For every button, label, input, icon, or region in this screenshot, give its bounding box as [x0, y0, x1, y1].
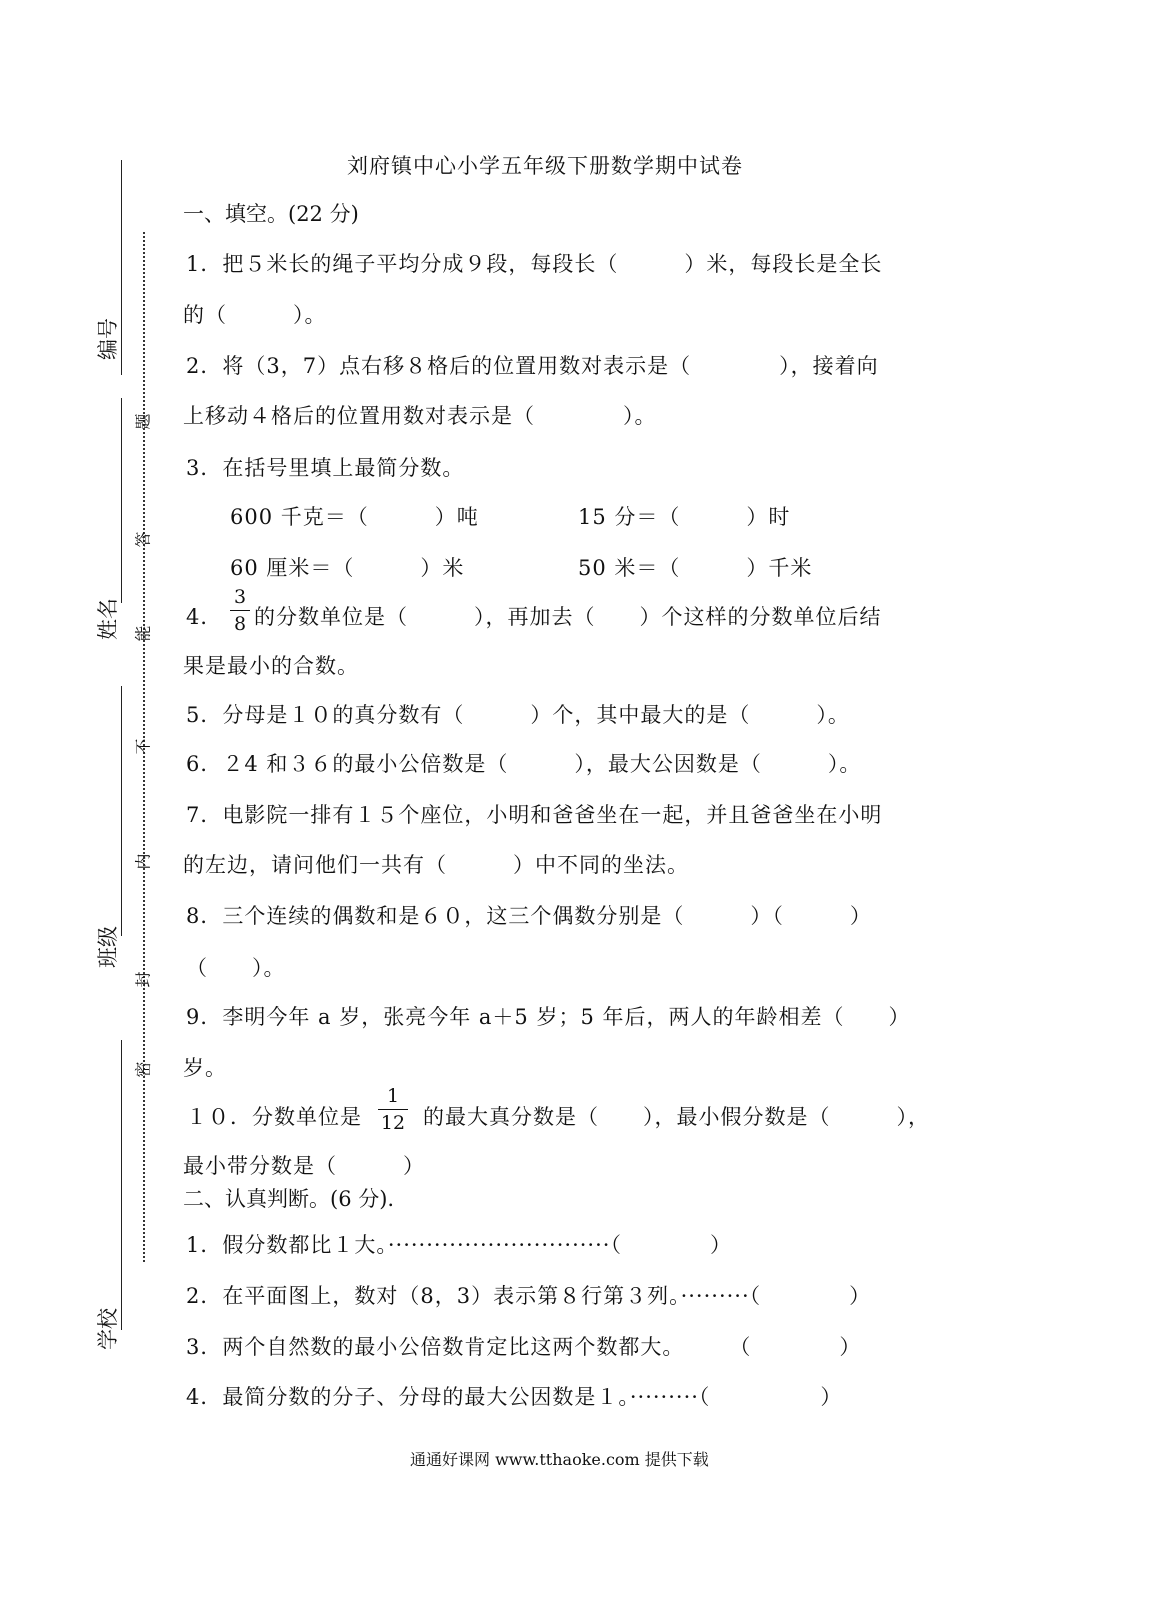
q10-fraction-numerator: 1 [386, 1085, 400, 1107]
section-heading-judge: 二、认真判断。(6 分). [183, 1187, 395, 1211]
judge-item-2: 2．在平面图上，数对（8，3）表示第８行第３列。·········（ ） [186, 1284, 872, 1308]
q4-fraction-numerator: 3 [233, 586, 247, 608]
q8-line-1: 8．三个连续的偶数和是６０，这三个偶数分别是（ ）（ ） [186, 904, 872, 928]
q3-item-4: 50 米＝（ ）千米 [578, 556, 813, 580]
q9-line-1: 9．李明今年 a 岁，张亮今年 a＋5 岁；5 年后，两人的年龄相差（ ） [186, 1005, 911, 1029]
page-title: 刘府镇中心小学五年级下册数学期中试卷 [347, 154, 743, 178]
q3-item-3: 60 厘米＝（ ）米 [230, 556, 465, 580]
q2-line-2: 上移动４格后的位置用数对表示是（ ）。 [183, 404, 657, 428]
seal-char-mi: 密 [133, 1061, 153, 1078]
seal-char-bu: 不 [133, 738, 153, 755]
q4-number: 4． [186, 605, 223, 629]
q4-line-1: 的分数单位是（ ），再加去（ ）个这样的分数单位后结 [254, 605, 882, 629]
q6-line: 6．２4 和３６的最小公倍数是（ ），最大公因数是（ ）。 [186, 752, 862, 776]
side-label-number: 编号 [96, 318, 120, 360]
q7-line-2: 的左边，请问他们一共有（ ）中不同的坐法。 [183, 853, 689, 877]
fraction-bar [230, 610, 250, 611]
q4-fraction [230, 585, 250, 636]
judge-item-4: 4．最简分数的分子、分母的最大公因数是１。·········（ ） [186, 1385, 843, 1409]
seal-char-neng: 能 [133, 625, 153, 642]
footer-credit: 通通好课网 www.tthaoke.com 提供下载 [410, 1450, 709, 1469]
q9-line-2: 岁。 [183, 1056, 227, 1080]
binding-line-4 [121, 1040, 122, 1330]
q10-line-2: 最小带分数是（ ） [183, 1154, 425, 1178]
q4-line-2: 果是最小的合数。 [183, 654, 359, 678]
seal-char-feng: 封 [133, 971, 153, 988]
binding-line-3 [121, 686, 122, 936]
q4-fraction-denominator: 8 [233, 613, 247, 635]
seal-char-nei: 内 [133, 853, 153, 870]
section-heading-fill: 一、填空。(22 分) [183, 202, 359, 226]
side-label-class: 班级 [96, 926, 120, 968]
q1-line-2: 的（ ）。 [183, 303, 327, 327]
seal-char-da: 答 [133, 531, 153, 548]
q2-line-1: 2．将（3，7）点右移８格后的位置用数对表示是（ ），接着向 [186, 354, 879, 378]
q5-line: 5．分母是１０的真分数有（ ）个，其中最大的是（ ）。 [186, 703, 850, 727]
q1-line-1: 1．把５米长的绳子平均分成９段，每段长（ ）米，每段长是全长 [186, 252, 883, 276]
judge-item-3: 3．两个自然数的最小公倍数肯定比这两个数都大。 （ ） [186, 1335, 862, 1359]
binding-line-2 [121, 398, 122, 603]
side-label-name: 姓名 [96, 598, 120, 640]
q10-fraction [378, 1084, 408, 1135]
side-label-school: 学校 [96, 1308, 120, 1350]
q8-line-2: （ ）。 [186, 956, 286, 980]
fraction-bar [378, 1109, 408, 1110]
q3-item-2: 15 分＝（ ）时 [578, 505, 791, 529]
q10-line-1a: １０．分数单位是 [186, 1105, 362, 1129]
q3-line-1: 3．在括号里填上最简分数。 [186, 456, 465, 480]
q3-item-1: 600 千克＝（ ）吨 [230, 505, 479, 529]
q10-line-1b: 的最大真分数是（ ），最小假分数是（ ）， [423, 1105, 930, 1129]
q10-fraction-denominator: 12 [380, 1112, 406, 1134]
judge-item-1: 1．假分数都比１大。·····························（ ） [186, 1233, 732, 1257]
seal-char-ti: 题 [133, 413, 153, 430]
q7-line-1: 7．电影院一排有１５个座位，小明和爸爸坐在一起，并且爸爸坐在小明 [186, 803, 883, 827]
